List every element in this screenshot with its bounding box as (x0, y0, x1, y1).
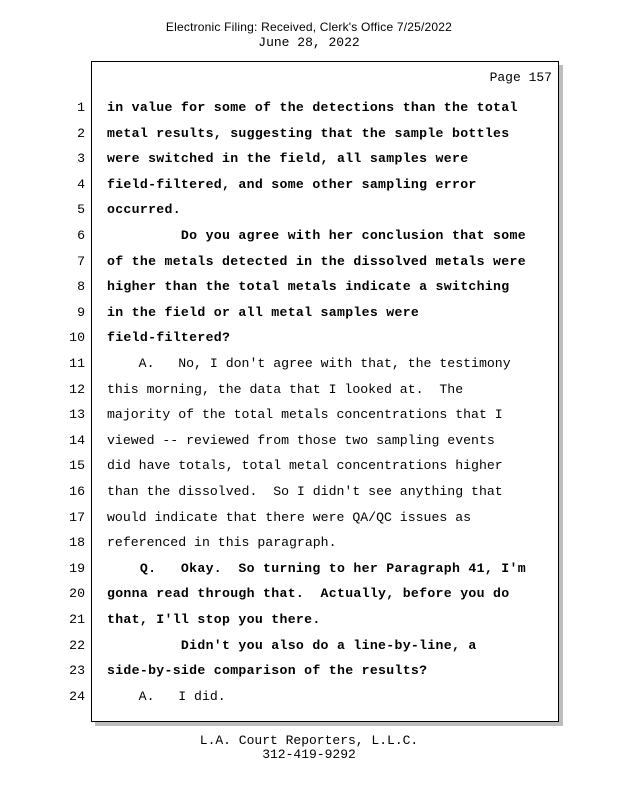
line-number: 15 (69, 458, 85, 474)
line-text: Do you agree with her conclusion that some (107, 228, 526, 243)
line-number: 11 (69, 356, 85, 371)
deposition-date: June 28, 2022 (258, 35, 360, 50)
line-text: field-filtered? (107, 330, 231, 346)
line-text: A. I did. (107, 688, 226, 704)
transcript-line (0, 249, 618, 275)
reporter-phone: 312-419-9292 (262, 747, 356, 762)
line-number: 10 (69, 330, 85, 346)
line-text: Didn't you also do a line-by-line, a (107, 637, 477, 653)
line-number: 12 (69, 381, 85, 397)
line-number: 22 (69, 637, 85, 653)
transcript-line (0, 581, 618, 607)
line-text: field-filtered, and some other sampling error (107, 176, 477, 192)
line-number: 5 (77, 202, 85, 218)
transcript-line (0, 556, 618, 582)
transcript-line (0, 684, 618, 710)
line-text: metal results, suggesting that the sample bottles (107, 125, 510, 141)
line-text: in value for some of the detections than the total (107, 100, 518, 115)
line-number: 3 (77, 151, 85, 167)
reporter-firm: L.A. Court Reporters, L.L.C. (199, 733, 419, 748)
line-number: 14 (69, 432, 85, 448)
line-number: 7 (77, 253, 85, 269)
transcript-line (0, 658, 618, 684)
line-number: 18 (69, 535, 85, 551)
transcript-line (0, 95, 618, 121)
line-number: 20 (69, 586, 85, 602)
line-text: in the field or all metal samples were (107, 304, 420, 320)
line-text: were switched in the field, all samples were (107, 151, 469, 167)
transcript-line (0, 633, 618, 659)
transcript-line (0, 479, 618, 505)
transcript-line (0, 325, 618, 351)
line-number: 13 (69, 407, 85, 423)
line-text: A. No, I don't agree with that, the testimony (107, 356, 511, 371)
transcript-line (0, 197, 618, 223)
line-text: referenced in this paragraph. (107, 535, 337, 551)
transcript-line (0, 351, 618, 377)
transcript-line (0, 377, 618, 403)
transcript-line (0, 607, 618, 633)
transcript-line (0, 505, 618, 531)
line-number: 8 (77, 279, 85, 295)
line-text: than the dissolved. So I didn't see anything that (107, 484, 503, 499)
transcript-line (0, 172, 618, 198)
line-text: majority of the total metals concentrations that I (107, 407, 503, 423)
line-number: 16 (69, 484, 85, 499)
line-number: 1 (77, 100, 85, 115)
transcript-line (0, 530, 618, 556)
line-number: 23 (69, 663, 85, 679)
line-text: this morning, the data that I looked at. The (107, 381, 464, 397)
line-text: occurred. (107, 202, 181, 218)
line-text: that, I'll stop you there. (107, 612, 321, 627)
line-number: 21 (69, 612, 85, 627)
transcript-line (0, 300, 618, 326)
transcript-line (0, 223, 618, 249)
line-number: 17 (69, 509, 85, 525)
line-text: Q. Okay. So turning to her Paragraph 41, I'm (107, 560, 526, 576)
line-number: 9 (77, 304, 85, 320)
line-number: 2 (77, 125, 85, 141)
line-text: side-by-side comparison of the results? (107, 663, 428, 679)
page-number: Page 157 (489, 70, 552, 85)
transcript-line (0, 402, 618, 428)
line-text: viewed -- reviewed from those two sampling events (107, 432, 495, 448)
line-number: 24 (69, 688, 85, 704)
transcript-line (0, 121, 618, 147)
line-text: higher than the total metals indicate a switching (107, 279, 510, 295)
line-text: did have totals, total metal concentrations higher (107, 458, 503, 474)
transcript-line (0, 274, 618, 300)
filing-stamp: Electronic Filing: Received, Clerk's Office 7/25/2022 (165, 20, 453, 34)
line-text: gonna read through that. Actually, before you do (107, 586, 510, 602)
transcript-line (0, 453, 618, 479)
line-number: 19 (69, 560, 85, 576)
line-text: would indicate that there were QA/QC issues as (107, 509, 472, 525)
line-number: 6 (77, 228, 85, 243)
line-number: 4 (77, 176, 85, 192)
transcript-line (0, 146, 618, 172)
line-text: of the metals detected in the dissolved metals were (107, 253, 526, 269)
transcript-line (0, 428, 618, 454)
